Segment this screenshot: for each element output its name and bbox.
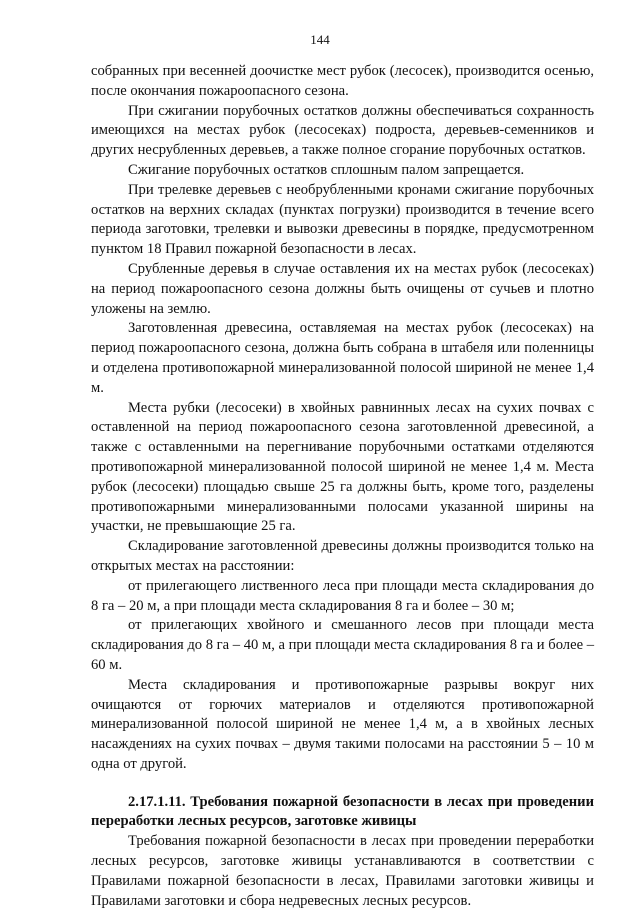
paragraph: Места рубки (лесосеки) в хвойных равнинных лесах на сухих почвах с оставленной на период пожароопасного сезона заготовленной древесиной, а также с оставленными на перегнивание порубочными остатками отделяются противопожарной минерализованной полосой шириной не менее 1,4 м. Места рубок (лесосеки) площадью свыше 25 га должны быть, кроме того, разделены противопожарными минерализованными полосами указанной ширины на участки, не превышающие 25 га. (91, 399, 594, 535)
list-item: от прилегающего лиственного леса при площади места складирования до 8 га – 20 м, а при площади места складирования 8 га и более – 30 м; (91, 577, 594, 614)
paragraph-continuation: собранных при весенней доочистке мест рубок (лесосек), производится осенью, после окончания пожароопасного сезона. (91, 63, 594, 99)
paragraph: Места складирования и противопожарные разрывы вокруг них очищаются от горючих материалов и отделяются противопожарной минерализованной полосой шириной не менее 1,4 м, а в хвойных лесных насаждениях на сухих почвах – двумя такими полосами на расстоянии 5 – 10 м одна от другой. (91, 676, 594, 772)
page-number: 144 (310, 32, 330, 47)
document-body (91, 62, 594, 911)
list-item: от прилегающих хвойного и смешанного лесов при площади места складирования до 8 га – 40 м, а при площади места складирования 8 га и более – 60 м. (91, 617, 594, 673)
paragraph: При сжигании порубочных остатков должны обеспечиваться сохранность имеющихся на местах рубок (лесосеках) подроста, деревьев-семенников и других несрубленных деревьев, а также полное сгорание порубочных остатков. (91, 102, 594, 159)
paragraph: Складирование заготовленной древесины должны производится только на открытых местах на расстоянии: (91, 538, 594, 574)
paragraph: Срубленные деревья в случае оставления их на местах рубок (лесосеках) на период пожароопасного сезона должны быть очищены от сучьев и плотно уложены на землю. (91, 260, 594, 317)
section-heading: 2.17.1.11. Требования пожарной безопасности в лесах при проведении переработки лесных ресурсов, заготовке живицы (91, 793, 594, 830)
paragraph: Сжигание порубочных остатков сплошным палом запрещается. (128, 161, 525, 178)
section-paragraph: Требования пожарной безопасности в лесах при проведении переработки лесных ресурсов, заготовке живицы устанавливаются в соответствии с Правилами пожарной безопасности в лесах, Правилами заготовки живицы и Правилами заготовки и сбора недревесных лесных ресурсов. (91, 833, 594, 909)
paragraph: При трелевке деревьев с необрубленными кронами сжигание порубочных остатков на верхних складах (пунктах погрузки) производится в течение всего периода заготовки, трелевки и вывозки древесины в порядке, предусмотренном пунктом 18 Правил пожарной безопасности в лесах. (91, 181, 594, 258)
paragraph: Заготовленная древесина, оставляемая на местах рубок (лесосеках) на период пожароопасного сезона, должна быть собрана в штабеля или поленницы и отделена противопожарной минерализованной полосой шириной не менее 1,4 м. (91, 320, 594, 396)
